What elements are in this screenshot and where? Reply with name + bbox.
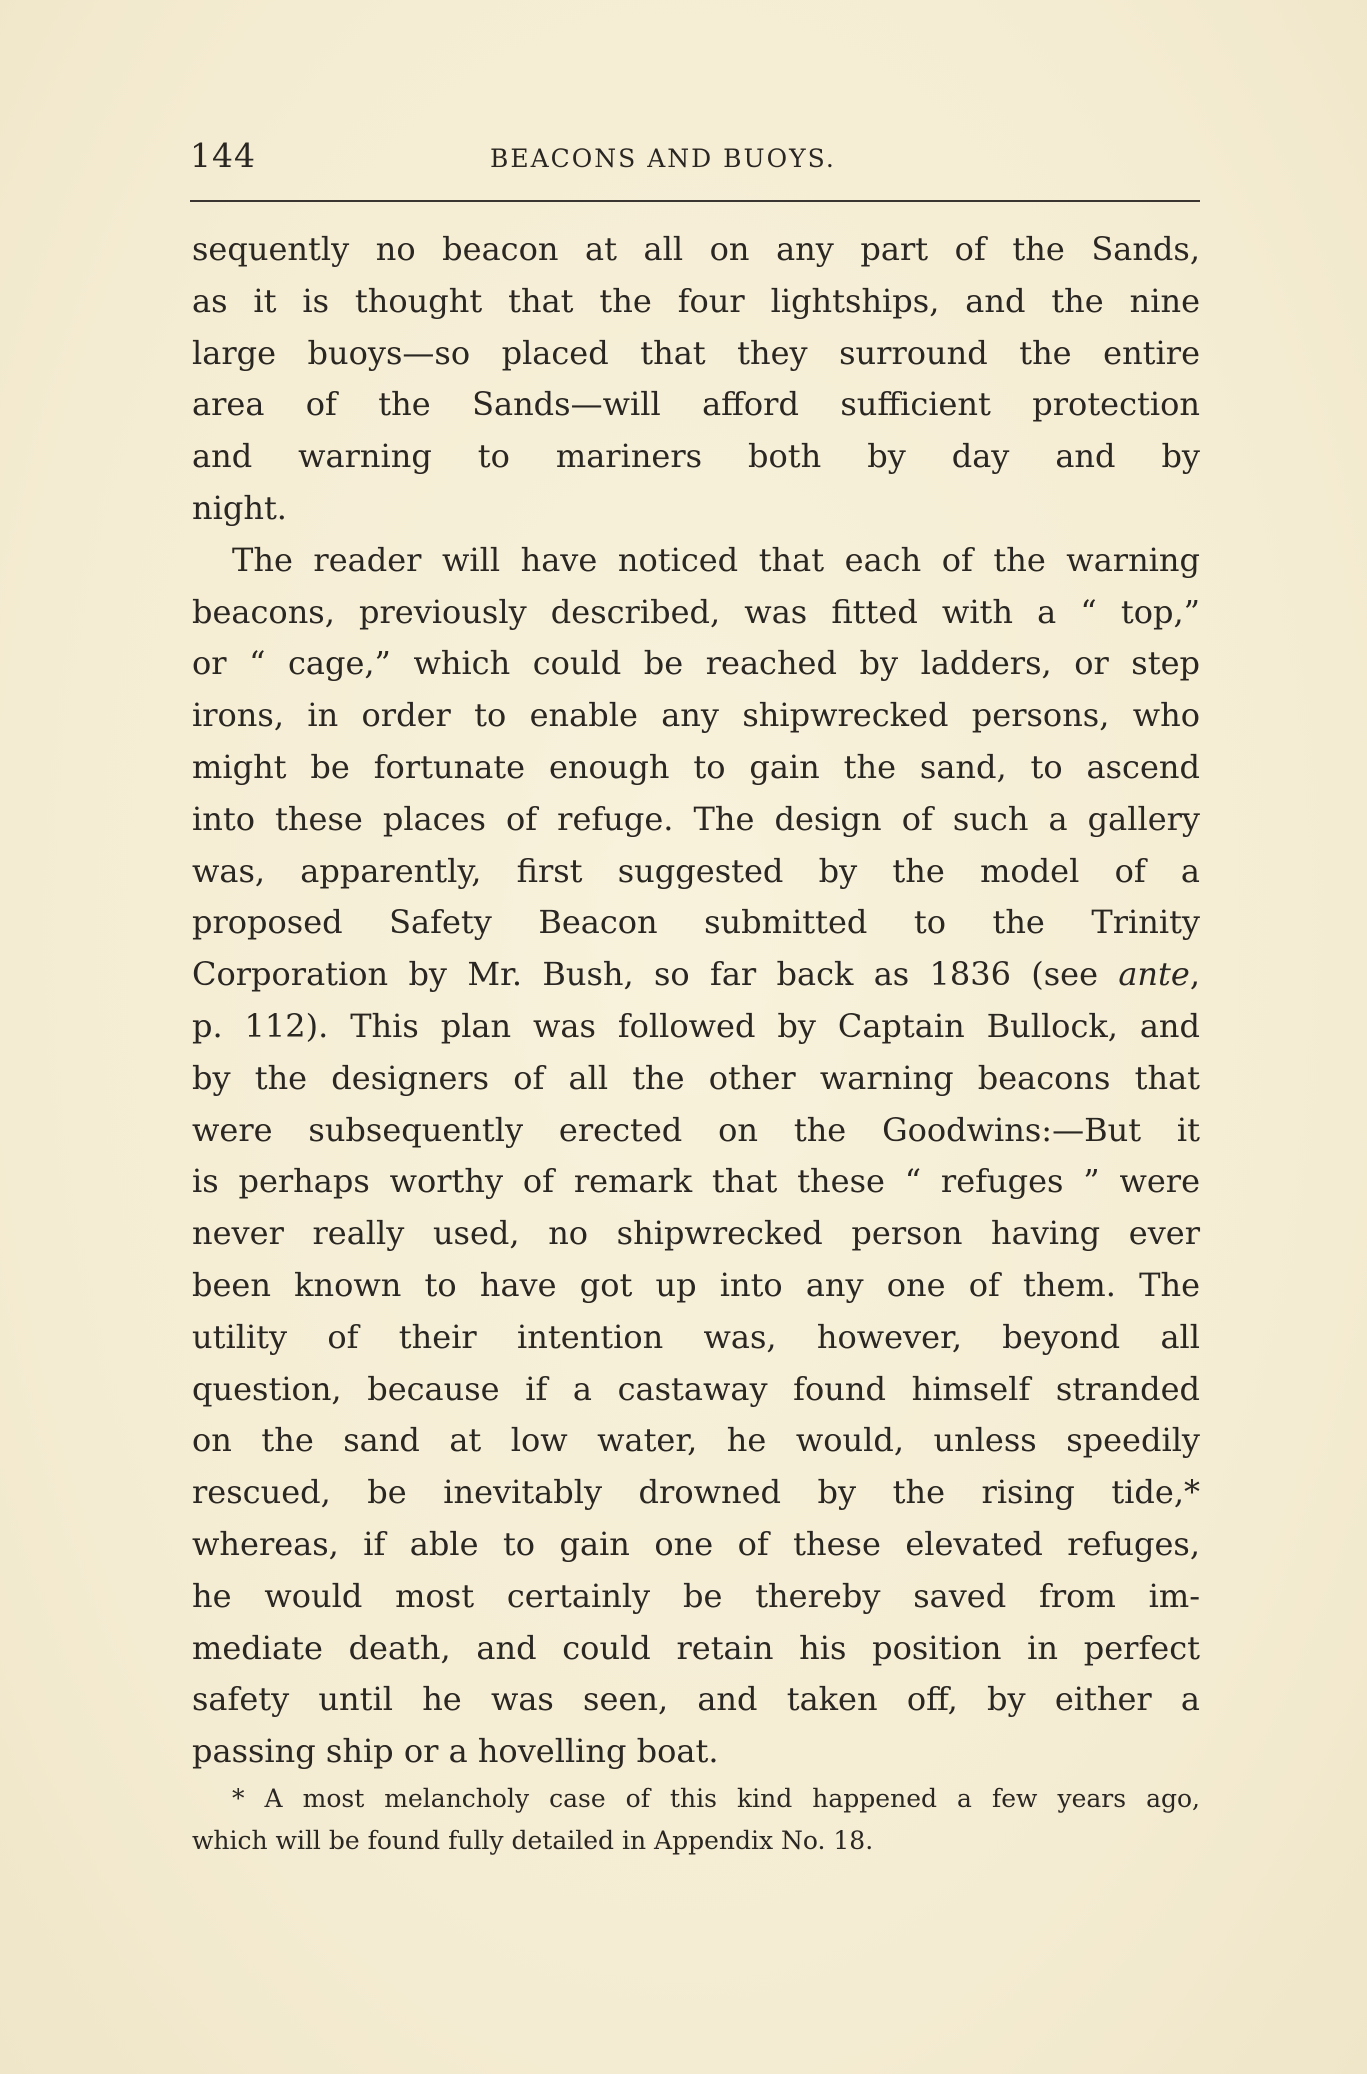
text-line: passing ship or a hovelling boat. [192,1732,719,1771]
text-line: irons, in order to enable any shipwrecked persons, who [192,696,1200,735]
text-line: proposed Safety Beacon submitted to the Trinity [192,903,1200,942]
text-line: night. [192,488,287,527]
body-text [192,224,1200,1778]
text-line: or “ cage,” which could be reached by ladders, or step [192,644,1200,683]
text-line: Corporation by Mr. Bush, so far back as 1836 (see ante, [192,955,1200,994]
italic-reference: ante [1118,955,1190,994]
footnote-line: which will be found fully detailed in Appendix No. 18. [192,1826,874,1855]
text-line: question, because if a castaway found himself stranded [192,1369,1200,1408]
text-line: by the designers of all the other warning beacons that [192,1058,1200,1097]
page-number: 144 [190,136,256,175]
text-line: were subsequently erected on the Goodwins:—But it [192,1110,1200,1149]
text-line: utility of their intention was, however, beyond all [192,1317,1200,1356]
header-rule [190,200,1200,202]
running-head: BEACONS AND BUOYS. [490,144,836,173]
text-line: rescued, be inevitably drowned by the rising tide,* [192,1473,1200,1512]
text-line: and warning to mariners both by day and by [192,437,1200,476]
text-line: p. 112). This plan was followed by Captain Bullock, and [192,1006,1200,1045]
text-line: never really used, no shipwrecked person having ever [192,1214,1200,1253]
text-line: mediate death, and could retain his position in perfect [192,1628,1200,1667]
text-line: he would most certainly be thereby saved from im- [192,1576,1200,1615]
text-line: sequently no beacon at all on any part of the Sands, [192,230,1200,268]
text-line: was, apparently, first suggested by the model of a [192,851,1200,890]
text-line: safety until he was seen, and taken off, by either a [192,1680,1200,1719]
footnote-line: * A most melancholy case of this kind happened a few years ago, [232,1784,1200,1813]
text-line: The reader will have noticed that each of the warning [232,540,1200,579]
text-line: whereas, if able to gain one of these elevated refuges, [192,1524,1200,1563]
text-line: large buoys—so placed that they surround the entire [192,333,1200,372]
text-line: area of the Sands—will afford sufficient protection [192,385,1200,424]
text-line: as it is thought that the four lightships, and the nine [192,281,1200,320]
text-line: into these places of refuge. The design of such a gallery [192,799,1200,838]
footnote [192,1778,1200,1862]
text-line: beacons, previously described, was fitted with a “ top,” [192,592,1200,631]
text-line: been known to have got up into any one of them. The [192,1265,1200,1304]
page-header [190,136,1200,184]
text-line: is perhaps worthy of remark that these “ refuges ” were [192,1162,1200,1201]
text-line: might be fortunate enough to gain the sand, to ascend [192,747,1200,786]
text-line: on the sand at low water, he would, unless speedily [192,1421,1200,1460]
